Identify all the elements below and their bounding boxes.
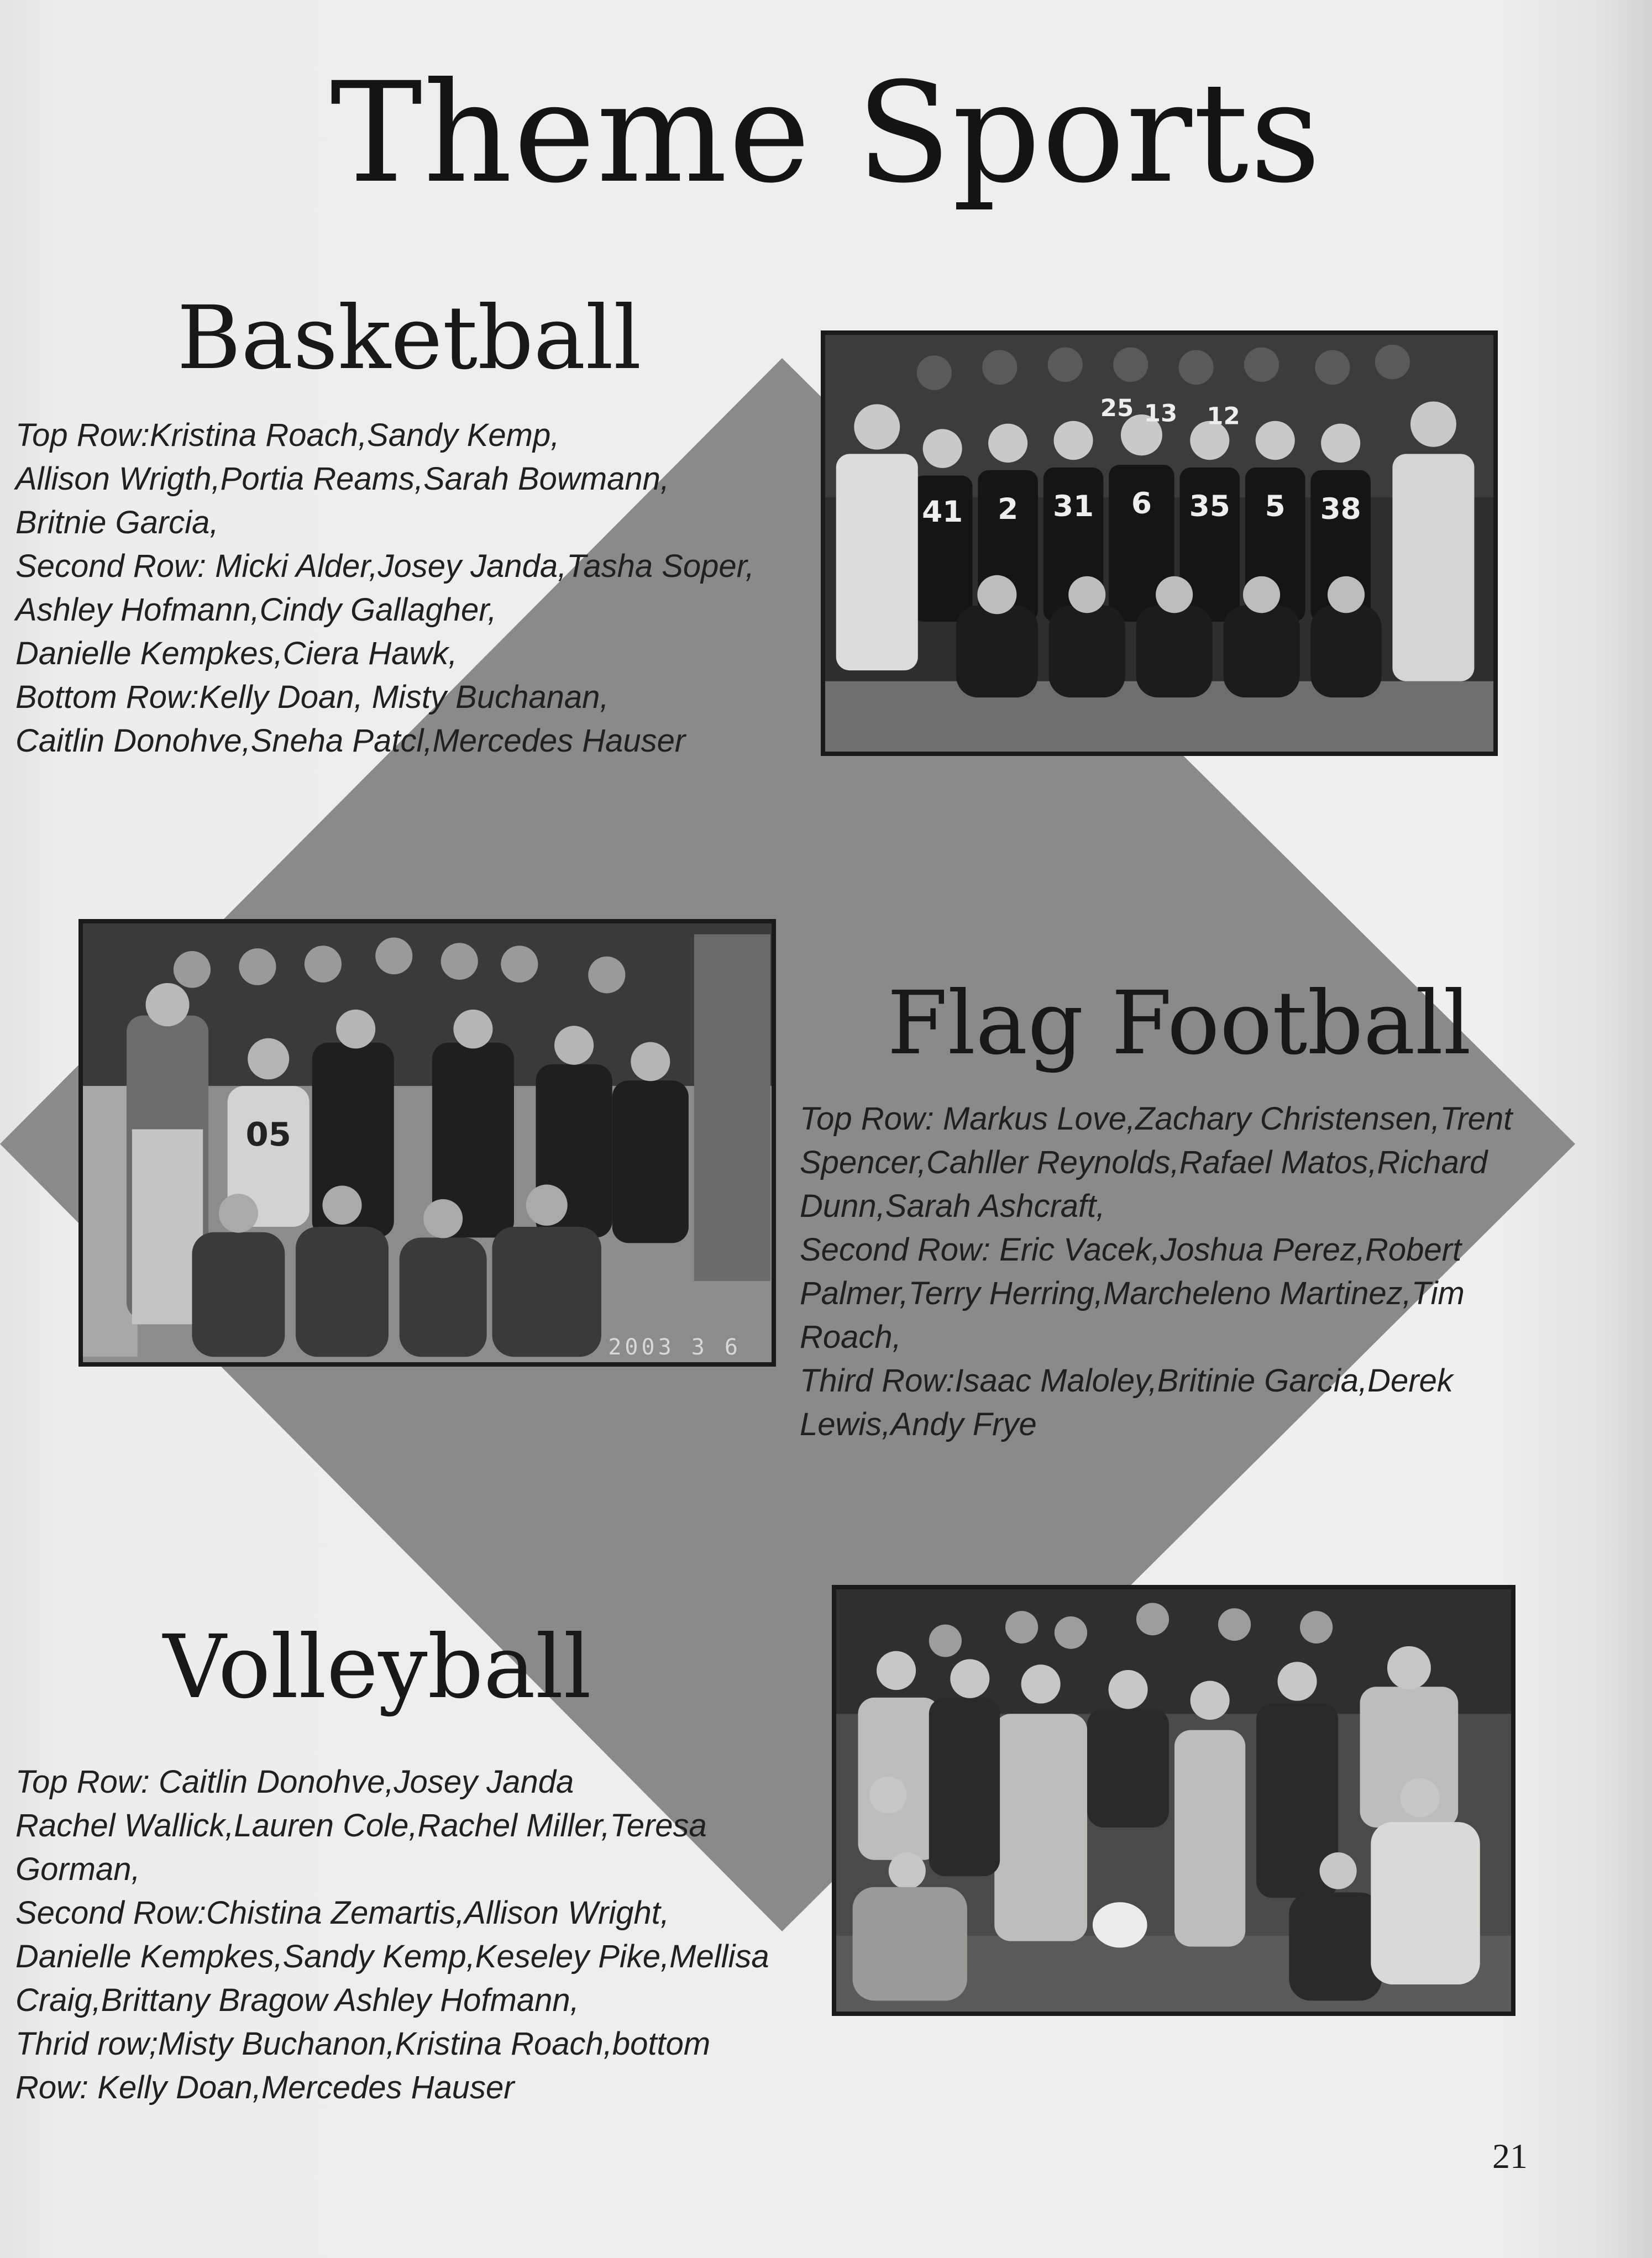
caption-line: Spencer,Cahller Reynolds,Rafael Matos,Richard: [800, 1144, 1488, 1180]
jersey-number: 41: [922, 495, 963, 529]
flag-football-heading: Flag Football: [887, 973, 1471, 1074]
basketball-caption: [15, 413, 754, 763]
caption-line: Britnie Garcia,: [15, 505, 219, 540]
jersey-number: 25: [1100, 395, 1134, 422]
caption-line: Danielle Kempkes,Sandy Kemp,Keseley Pike,Mellisa: [15, 1939, 769, 1975]
caption-line: Top Row: Markus Love,Zachary Christensen,Trent: [800, 1101, 1513, 1137]
jersey-number: 6: [1131, 486, 1152, 521]
caption-line: Top Row:Kristina Roach,Sandy Kemp,: [15, 417, 560, 453]
caption-line: Dunn,Sarah Ashcraft,: [800, 1188, 1105, 1224]
caption-line: Second Row:Chistina Zemartis,Allison Wright,: [15, 1895, 669, 1931]
page-title: Theme Sports: [330, 52, 1322, 213]
jersey-number: 38: [1320, 492, 1361, 526]
caption-line: Bottom Row:Kelly Doan, Misty Buchanan,: [15, 679, 609, 715]
caption-line: Ashley Hofmann,Cindy Gallagher,: [15, 592, 497, 628]
caption-line: Danielle Kempkes,Ciera Hawk,: [15, 636, 458, 671]
jersey-number: 13: [1144, 400, 1178, 428]
jersey-number: 12: [1207, 402, 1240, 430]
caption-line: Gorman,: [15, 1851, 140, 1887]
caption-line: Second Row: Eric Vacek,Joshua Perez,Robert: [800, 1232, 1462, 1268]
caption-line: Allison Wrigth,Portia Reams,Sarah Bowmann,: [15, 461, 670, 497]
caption-line: Top Row: Caitlin Donohve,Josey Janda: [15, 1764, 574, 1800]
jersey-number: 31: [1052, 489, 1094, 523]
caption-line: Thrid row;Misty Buchanon,Kristina Roach,bottom: [15, 2026, 711, 2062]
caption-line: Row: Kelly Doan,Mercedes Hauser: [15, 2070, 515, 2105]
photo-date-stamp: 2003 3 6: [608, 1335, 741, 1360]
jersey-number: 35: [1189, 489, 1230, 523]
caption-line: Palmer,Terry Herring,Marcheleno Martinez,Tim: [800, 1275, 1465, 1311]
volleyball-caption: [15, 1760, 769, 2109]
caption-line: Third Row:Isaac Maloley,Britinie Garcia,Derek: [800, 1363, 1453, 1399]
flag-football-team-photo: [78, 919, 776, 1367]
caption-line: Roach,: [800, 1319, 901, 1355]
page-number: 21: [1492, 2136, 1528, 2176]
volleyball-heading: Volleyball: [163, 1616, 591, 1718]
caption-line: Rachel Wallick,Lauren Cole,Rachel Miller,Teresa: [15, 1808, 707, 1844]
basketball-heading: Basketball: [177, 287, 642, 389]
jersey-number: 5: [1265, 489, 1286, 523]
jersey-number: 05: [245, 1115, 291, 1153]
caption-line: Caitlin Donohve,Sneha Patcl,Mercedes Hauser: [15, 723, 686, 759]
caption-line: Second Row: Micki Alder,Josey Janda,Tasha Soper,: [15, 548, 754, 584]
basketball-team-photo: [821, 330, 1498, 756]
caption-line: Lewis,Andy Frye: [800, 1406, 1037, 1442]
flag-football-caption: [800, 1097, 1512, 1446]
volleyball-team-photo: [832, 1585, 1515, 2016]
jersey-number: 2: [998, 492, 1019, 526]
caption-line: Craig,Brittany Bragow Ashley Hofmann,: [15, 1982, 579, 2018]
